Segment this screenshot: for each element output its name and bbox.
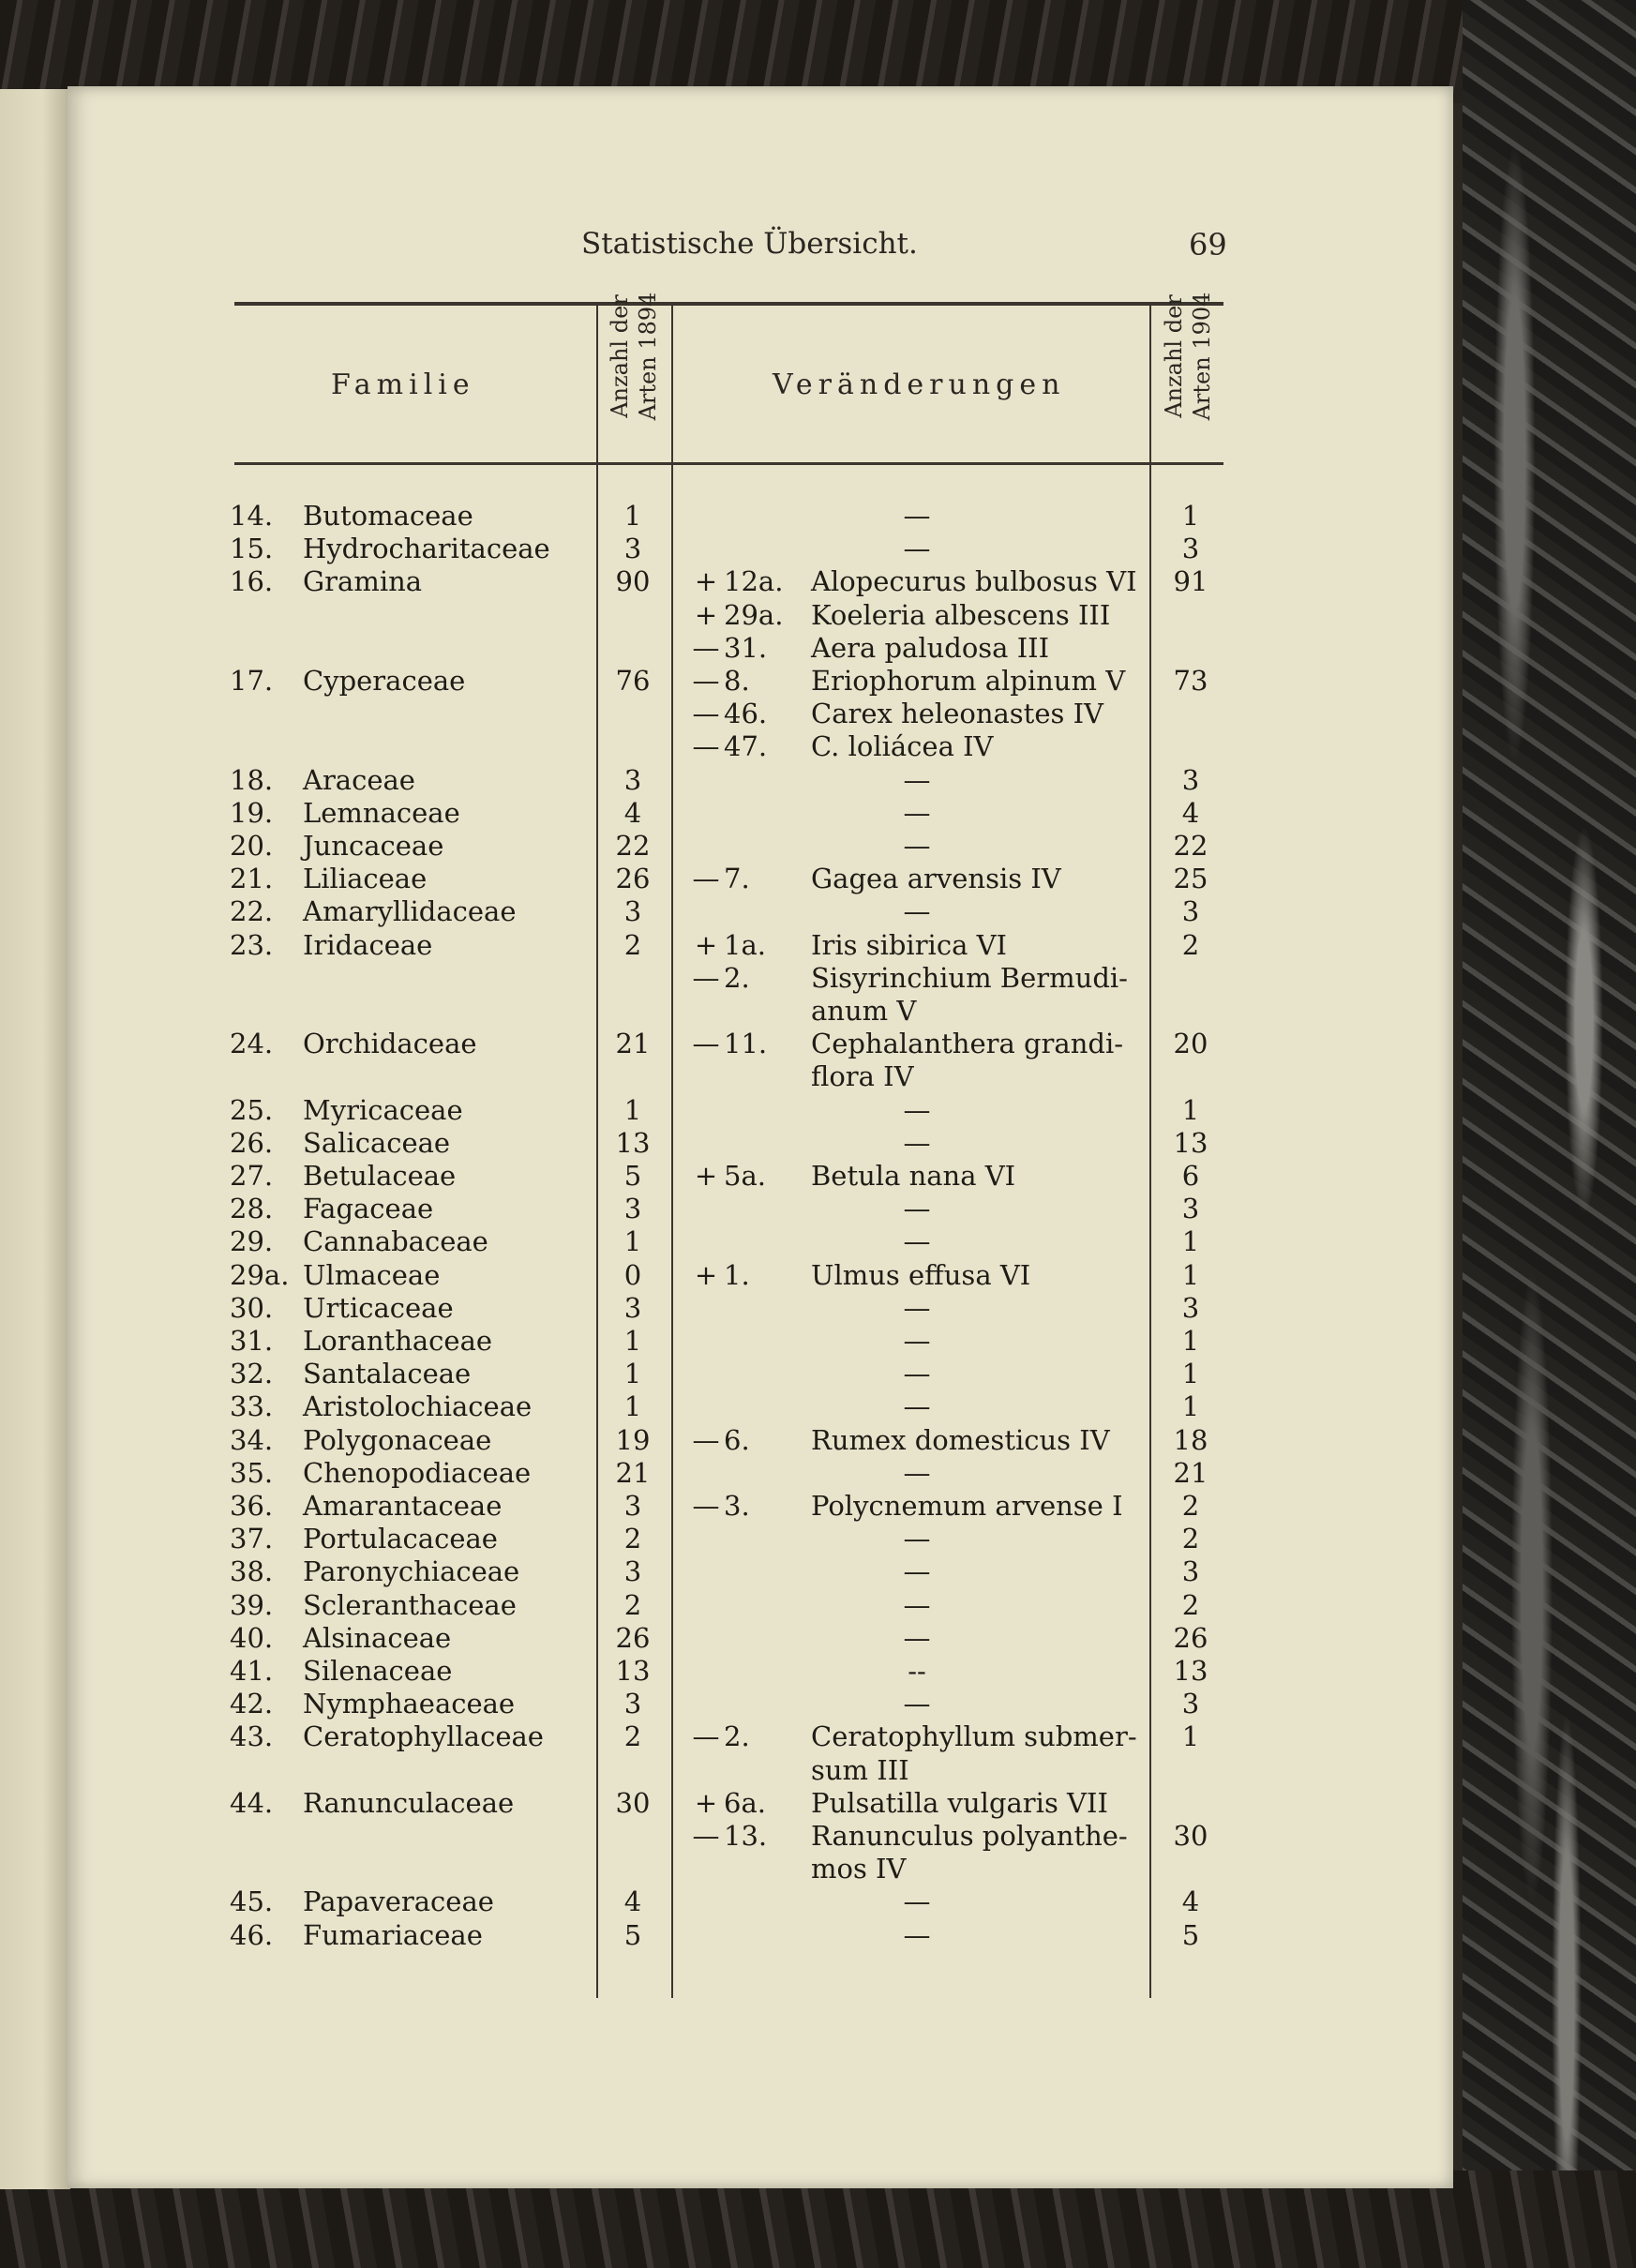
change-sign: — (692, 863, 720, 895)
count-1894: 1 (623, 1225, 642, 1258)
row-number: 20. (230, 830, 274, 862)
family-name: Chenopodiaceae (303, 1456, 532, 1489)
table-row (0, 797, 1636, 829)
family-name: Fumariaceae (303, 1918, 483, 1951)
change-code: 6. (724, 1423, 750, 1456)
change-sign: — (692, 1423, 720, 1456)
column-header-1904: Anzahl der Arten 1904 (1161, 292, 1215, 421)
family-name: Iridaceae (303, 928, 433, 961)
change-code: 11. (724, 1028, 768, 1060)
count-1894: 4 (623, 796, 642, 829)
count-1904: 3 (1181, 763, 1200, 796)
count-1904: 2 (1181, 1490, 1200, 1522)
row-number: 31. (230, 1325, 274, 1357)
change-text: flora IV (811, 1060, 914, 1093)
table-row (0, 1589, 1636, 1621)
table-row (0, 1292, 1636, 1324)
change-text: Ulmus effusa VI (811, 1258, 1031, 1291)
change-text: Polycnemum arvense I (811, 1490, 1123, 1522)
row-number: 37. (230, 1523, 274, 1555)
count-1894: 26 (615, 1621, 651, 1654)
count-1894: 3 (623, 763, 642, 796)
family-name: Lemnaceae (303, 796, 460, 829)
change-code: 2. (724, 1720, 750, 1753)
count-1904: 1 (1181, 500, 1200, 532)
count-1894: 76 (615, 665, 651, 697)
no-change-dash: — (903, 1225, 931, 1258)
change-sign: + (694, 565, 718, 598)
no-change-dash: — (903, 1688, 931, 1720)
count-1904: 2 (1181, 928, 1200, 961)
table-row (0, 1127, 1636, 1159)
table-row (0, 962, 1636, 994)
row-number: 36. (230, 1490, 274, 1522)
count-1904: 3 (1181, 1555, 1200, 1588)
change-text: Carex heleonastes IV (811, 698, 1103, 730)
family-name: Amarantaceae (303, 1490, 503, 1522)
change-text: Sisyrinchium Bermudi- (811, 961, 1128, 994)
row-number: 45. (230, 1885, 274, 1918)
row-number: 29. (230, 1225, 274, 1258)
change-code: 47. (724, 730, 768, 763)
row-number: 30. (230, 1291, 274, 1324)
count-1904: 25 (1173, 863, 1208, 895)
table-row (0, 1754, 1636, 1786)
count-1894: 1 (623, 1390, 642, 1423)
family-name: Silenaceae (303, 1655, 453, 1687)
no-change-dash: — (903, 1358, 931, 1390)
count-1904: 3 (1181, 895, 1200, 928)
row-number: 18. (230, 763, 274, 796)
count-1894: 13 (615, 1655, 651, 1687)
family-name: Aristolochiaceae (303, 1390, 533, 1423)
no-change-dash: — (903, 796, 931, 829)
table-row (0, 533, 1636, 564)
count-1904: 2 (1181, 1523, 1200, 1555)
table-row (0, 830, 1636, 862)
change-sign: — (692, 698, 720, 730)
no-change-dash: -- (908, 1655, 926, 1687)
no-change-dash: — (903, 1523, 931, 1555)
change-code: 3. (724, 1490, 750, 1522)
count-1894: 19 (615, 1423, 651, 1456)
change-text: Alopecurus bulbosus VI (811, 565, 1137, 598)
change-sign: — (692, 730, 720, 763)
change-sign: + (694, 598, 718, 631)
table-row (0, 1358, 1636, 1389)
family-name: Hydrocharitaceae (303, 533, 550, 565)
row-number: 15. (230, 533, 274, 565)
change-sign: — (692, 631, 720, 664)
no-change-dash: — (903, 1193, 931, 1225)
table-header-rule (234, 462, 1223, 465)
table-row (0, 863, 1636, 894)
count-1904: 1 (1181, 1720, 1200, 1753)
count-1904: 3 (1181, 1688, 1200, 1720)
count-1904: 1 (1181, 1225, 1200, 1258)
table-row (0, 1622, 1636, 1654)
change-text: Cephalanthera grandi- (811, 1028, 1124, 1060)
change-text: sum III (811, 1753, 909, 1786)
table-row (0, 764, 1636, 796)
count-1894: 2 (623, 928, 642, 961)
count-1904: 6 (1181, 1160, 1200, 1192)
table-row (0, 1325, 1636, 1357)
row-number: 46. (230, 1918, 274, 1951)
no-change-dash: — (903, 1555, 931, 1588)
count-1894: 3 (623, 533, 642, 565)
table-row (0, 632, 1636, 664)
count-1904: 3 (1181, 1291, 1200, 1324)
family-name: Cyperaceae (303, 665, 466, 697)
count-1894: 3 (623, 1688, 642, 1720)
row-number: 35. (230, 1456, 274, 1489)
count-1904: 1 (1181, 1390, 1200, 1423)
change-text: Koeleria albescens III (811, 598, 1111, 631)
count-1894: 1 (623, 1325, 642, 1357)
row-number: 44. (230, 1786, 274, 1819)
count-1894: 21 (615, 1028, 651, 1060)
count-1894: 5 (623, 1160, 642, 1192)
table-row (0, 1225, 1636, 1257)
family-name: Orchidaceae (303, 1028, 477, 1060)
row-number: 24. (230, 1028, 274, 1060)
page-header-title: Statistische Übersicht. (581, 227, 918, 261)
family-name: Urticaceae (303, 1291, 454, 1324)
family-name: Gramina (303, 565, 423, 598)
family-name: Cannabaceae (303, 1225, 488, 1258)
change-text: Iris sibirica VI (811, 928, 1007, 961)
count-1904: 30 (1173, 1820, 1208, 1852)
count-1904: 4 (1181, 1885, 1200, 1918)
count-1894: 90 (615, 565, 651, 598)
count-1894: 13 (615, 1126, 651, 1159)
row-number: 41. (230, 1655, 274, 1687)
family-name: Butomaceae (303, 500, 473, 532)
no-change-dash: — (903, 533, 931, 565)
table-row (0, 1424, 1636, 1456)
change-code: 7. (724, 863, 750, 895)
change-sign: — (692, 1820, 720, 1852)
change-text: C. loliácea IV (811, 730, 994, 763)
change-code: 1a. (724, 928, 766, 961)
table-row (0, 1885, 1636, 1917)
change-sign: — (692, 1028, 720, 1060)
family-name: Fagaceae (303, 1193, 434, 1225)
row-number: 40. (230, 1621, 274, 1654)
family-name: Nymphaeaceae (303, 1688, 516, 1720)
count-1894: 2 (623, 1588, 642, 1621)
table-row (0, 1193, 1636, 1224)
row-number: 26. (230, 1126, 274, 1159)
family-name: Papaveraceae (303, 1885, 494, 1918)
family-name: Ulmaceae (303, 1258, 441, 1291)
row-number: 39. (230, 1588, 274, 1621)
table-row (0, 995, 1636, 1027)
change-sign: — (692, 665, 720, 697)
no-change-dash: — (903, 1126, 931, 1159)
family-name: Paronychiaceae (303, 1555, 520, 1588)
count-1894: 3 (623, 1291, 642, 1324)
column-header-1894: Anzahl der Arten 1894 (607, 292, 661, 421)
count-1894: 21 (615, 1456, 651, 1489)
change-code: 6a. (724, 1786, 766, 1819)
change-code: 2. (724, 961, 750, 994)
change-text: anum V (811, 995, 917, 1027)
row-number: 38. (230, 1555, 274, 1588)
column-header-family: Familie (331, 368, 475, 401)
table-row (0, 1820, 1636, 1852)
count-1894: 30 (615, 1786, 651, 1819)
family-name: Scleranthaceae (303, 1588, 517, 1621)
family-name: Alsinaceae (303, 1621, 452, 1654)
row-number: 16. (230, 565, 274, 598)
table-row (0, 1490, 1636, 1522)
change-sign: + (694, 1258, 718, 1291)
row-number: 22. (230, 895, 274, 928)
count-1904: 2 (1181, 1588, 1200, 1621)
family-name: Liliaceae (303, 863, 428, 895)
table-row (0, 1787, 1636, 1819)
count-1904: 1 (1181, 1358, 1200, 1390)
count-1894: 3 (623, 1555, 642, 1588)
row-number: 23. (230, 928, 274, 961)
table-row (0, 1390, 1636, 1422)
table-row (0, 1028, 1636, 1059)
count-1894: 2 (623, 1523, 642, 1555)
count-1904: 1 (1181, 1258, 1200, 1291)
count-1894: 4 (623, 1885, 642, 1918)
change-code: 46. (724, 698, 768, 730)
change-sign: — (692, 1720, 720, 1753)
change-text: Aera paludosa III (811, 631, 1050, 664)
table-row (0, 1523, 1636, 1555)
table-row (0, 698, 1636, 729)
count-1894: 5 (623, 1918, 642, 1951)
row-number: 33. (230, 1390, 274, 1423)
row-number: 19. (230, 796, 274, 829)
no-change-dash: — (903, 1918, 931, 1951)
change-sign: + (694, 1160, 718, 1192)
family-name: Myricaceae (303, 1093, 463, 1126)
count-1904: 91 (1173, 565, 1208, 598)
family-name: Salicaceae (303, 1126, 451, 1159)
count-1894: 2 (623, 1720, 642, 1753)
table-row (0, 730, 1636, 762)
count-1894: 26 (615, 863, 651, 895)
table-row (0, 1853, 1636, 1885)
table-row (0, 565, 1636, 597)
change-sign: + (694, 928, 718, 961)
table-row (0, 895, 1636, 927)
family-name: Amaryllidaceae (303, 895, 517, 928)
change-text: Ranunculus polyanthe- (811, 1820, 1128, 1852)
row-number: 21. (230, 863, 274, 895)
no-change-dash: — (903, 1588, 931, 1621)
row-number: 27. (230, 1160, 274, 1192)
row-number: 43. (230, 1720, 274, 1753)
page-number: 69 (1189, 227, 1227, 263)
table-row (0, 929, 1636, 961)
change-code: 1. (724, 1258, 750, 1291)
count-1904: 73 (1173, 665, 1208, 697)
table-row (0, 1655, 1636, 1687)
change-code: 31. (724, 631, 768, 664)
count-1904: 13 (1173, 1655, 1208, 1687)
family-name: Ceratophyllaceae (303, 1720, 544, 1753)
table-row (0, 1919, 1636, 1951)
change-text: Pulsatilla vulgaris VII (811, 1786, 1108, 1819)
change-code: 13. (724, 1820, 768, 1852)
no-change-dash: — (903, 830, 931, 862)
change-code: 5a. (724, 1160, 766, 1192)
count-1904: 18 (1173, 1423, 1208, 1456)
family-name: Ranunculaceae (303, 1786, 515, 1819)
count-1894: 3 (623, 895, 642, 928)
count-1904: 13 (1173, 1126, 1208, 1159)
no-change-dash: — (903, 1093, 931, 1126)
family-name: Portulacaceae (303, 1523, 498, 1555)
change-code: 8. (724, 665, 750, 697)
no-change-dash: — (903, 895, 931, 928)
count-1894: 0 (623, 1258, 642, 1291)
row-number: 17. (230, 665, 274, 697)
count-1904: 5 (1181, 1918, 1200, 1951)
family-name: Loranthaceae (303, 1325, 493, 1357)
change-code: 12a. (724, 565, 784, 598)
no-change-dash: — (903, 1325, 931, 1357)
no-change-dash: — (903, 763, 931, 796)
row-number: 29a. (230, 1258, 290, 1291)
count-1904: 4 (1181, 796, 1200, 829)
family-name: Polygonaceae (303, 1423, 492, 1456)
count-1904: 1 (1181, 1093, 1200, 1126)
table-row (0, 1457, 1636, 1489)
table-top-rule (234, 302, 1223, 306)
table-row (0, 1720, 1636, 1752)
no-change-dash: — (903, 1390, 931, 1423)
table-row (0, 1160, 1636, 1192)
count-1904: 1 (1181, 1325, 1200, 1357)
row-number: 25. (230, 1093, 274, 1126)
count-1894: 3 (623, 1490, 642, 1522)
table-row (0, 1555, 1636, 1587)
family-name: Betulaceae (303, 1160, 457, 1192)
change-text: Betula nana VI (811, 1160, 1016, 1192)
change-sign: — (692, 1490, 720, 1522)
count-1904: 22 (1173, 830, 1208, 862)
no-change-dash: — (903, 1456, 931, 1489)
column-header-changes: Veränderungen (773, 368, 1066, 401)
table-row (0, 665, 1636, 697)
change-sign: — (692, 961, 720, 994)
count-1904: 21 (1173, 1456, 1208, 1489)
table-row (0, 500, 1636, 532)
change-text: mos IV (811, 1853, 907, 1885)
change-code: 29a. (724, 598, 784, 631)
count-1894: 1 (623, 1093, 642, 1126)
count-1894: 22 (615, 830, 651, 862)
row-number: 14. (230, 500, 274, 532)
count-1904: 3 (1181, 533, 1200, 565)
change-text: Ceratophyllum submer- (811, 1720, 1137, 1753)
count-1904: 20 (1173, 1028, 1208, 1060)
family-name: Santalaceae (303, 1358, 472, 1390)
change-text: Rumex domesticus IV (811, 1423, 1110, 1456)
row-number: 42. (230, 1688, 274, 1720)
no-change-dash: — (903, 500, 931, 532)
family-name: Juncaceae (303, 830, 444, 862)
row-number: 32. (230, 1358, 274, 1390)
table-row (0, 1259, 1636, 1291)
table-row (0, 1688, 1636, 1720)
row-number: 28. (230, 1193, 274, 1225)
count-1904: 3 (1181, 1193, 1200, 1225)
table-row (0, 1060, 1636, 1092)
family-name: Araceae (303, 763, 415, 796)
change-sign: + (694, 1786, 718, 1819)
change-text: Eriophorum alpinum V (811, 665, 1126, 697)
row-number: 34. (230, 1423, 274, 1456)
table-row (0, 1094, 1636, 1126)
count-1894: 3 (623, 1193, 642, 1225)
count-1894: 1 (623, 1358, 642, 1390)
change-text: Gagea arvensis IV (811, 863, 1061, 895)
table-row (0, 599, 1636, 631)
count-1904: 26 (1173, 1621, 1208, 1654)
no-change-dash: — (903, 1885, 931, 1918)
no-change-dash: — (903, 1291, 931, 1324)
no-change-dash: — (903, 1621, 931, 1654)
count-1894: 1 (623, 500, 642, 532)
